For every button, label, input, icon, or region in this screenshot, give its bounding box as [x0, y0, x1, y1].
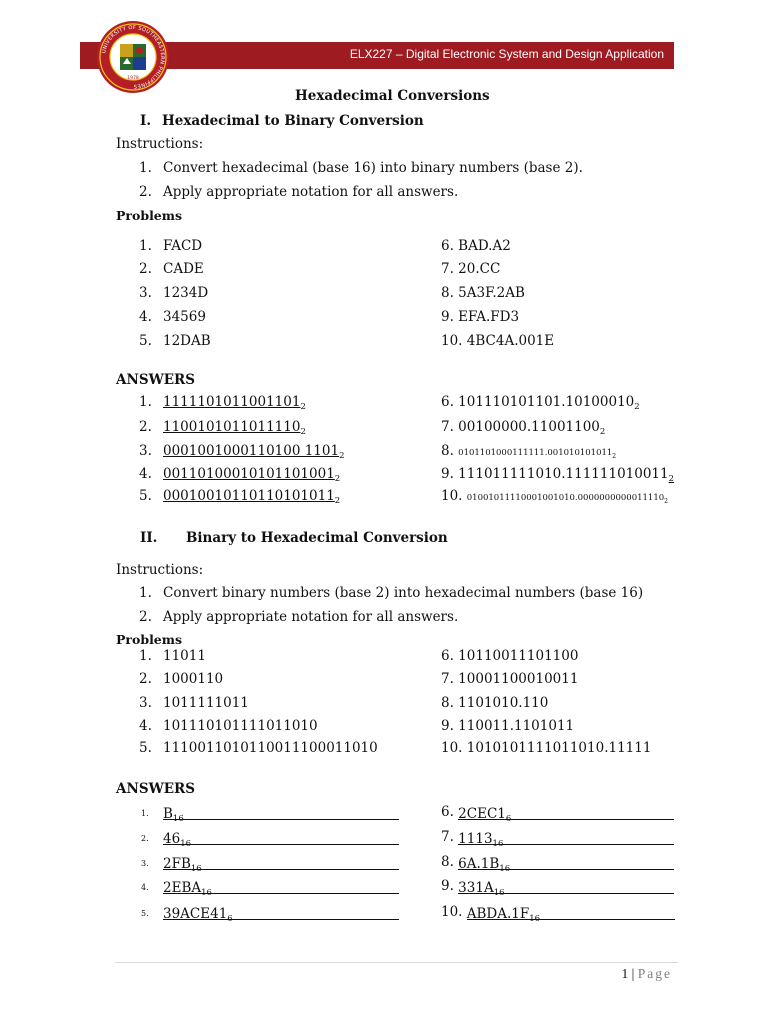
section1-instruction-number: 2.: [139, 184, 152, 200]
problem-item: 34569: [163, 309, 206, 325]
answer-item: 10. $ABDA.1F_{16}$: [441, 904, 675, 920]
problem-item: 101110101111011010: [163, 718, 318, 734]
problem-number: 1.: [139, 238, 152, 254]
section2-number: II.: [140, 530, 158, 546]
answer-item: $2EBA_{16}$: [163, 878, 399, 894]
footer-divider: [115, 962, 678, 963]
problem-number: 5.: [139, 740, 152, 756]
section2-title: Binary to Hexadecimal Conversion: [186, 530, 448, 546]
section1-number: I.: [140, 113, 152, 129]
section1-title: Hexadecimal to Binary Conversion: [162, 113, 424, 129]
problem-item: 8. 5A3F.2AB: [441, 285, 525, 301]
answer-number: 2.: [139, 419, 152, 435]
section1-answers-label: ANSWERS: [116, 372, 195, 388]
section2-instructions-label: Instructions:: [116, 562, 204, 578]
answer-item: $1111101011001101_2$: [163, 394, 306, 412]
answer-number: 4.: [139, 466, 152, 482]
page-number: 1: [621, 966, 629, 981]
answer-number: 5.: [141, 909, 149, 918]
problem-number: 1.: [139, 648, 152, 664]
page-footer: [622, 966, 672, 982]
problem-item: 10. 4BC4A.001E: [441, 333, 555, 349]
answer-item: $2FB_{16}$: [163, 854, 399, 870]
answer-item: 8. $0101101000111111.001010101011_2$: [441, 443, 617, 460]
answer-item: $00110100010101101001_2$: [163, 466, 341, 484]
section1-instruction: Convert hexadecimal (base 16) into binary numbers (base 2).: [163, 160, 583, 176]
svg-text:1978: 1978: [127, 76, 139, 81]
answer-item: 9. $111011111010.111111010011_2$: [441, 466, 675, 484]
document-title: Hexadecimal Conversions: [295, 88, 490, 104]
problem-item: 11011: [163, 648, 206, 664]
answer-number: 4.: [141, 883, 149, 892]
answer-item: 10. $01001011110001001010.0000000000011110_2$: [441, 488, 668, 505]
page-label: Page: [637, 966, 672, 981]
answer-number: 3.: [139, 443, 152, 459]
problem-number: 5.: [139, 333, 152, 349]
problem-item: 1110011010110011100011010: [163, 740, 378, 756]
problem-item: 7. 20.CC: [441, 261, 501, 277]
svg-text:UNIVERSITY OF SOUTHEASTERN PHI: UNIVERSITY OF SOUTHEASTERN PHILIPPINES: [101, 24, 166, 90]
section2-instruction: Apply appropriate notation for all answers.: [163, 609, 459, 625]
answer-item: $1100101011011110_2$: [163, 419, 306, 437]
section2-instruction-number: 2.: [139, 609, 152, 625]
course-title: ELX227 – Digital Electronic System and Design Application: [349, 47, 664, 61]
answer-item: 7. $00100000.11001100_2$: [441, 419, 606, 437]
problem-item: 9. EFA.FD3: [441, 309, 520, 325]
problem-item: 9. 110011.1101011: [441, 718, 575, 734]
answer-item: 6. $101110101101.10100010_2$: [441, 394, 640, 412]
answer-item: $00010010110110101011_2$: [163, 488, 341, 506]
answer-item: $B_{16}$: [163, 804, 399, 820]
section2-answers-label: ANSWERS: [116, 781, 195, 797]
answer-number: 5.: [139, 488, 152, 504]
answer-item: 6. $2CEC1_6$: [441, 804, 674, 820]
problem-number: 2.: [139, 261, 152, 277]
problem-number: 3.: [139, 285, 152, 301]
problem-item: 10. 1010101111011010.11111: [441, 740, 652, 756]
answer-number: 2.: [141, 834, 149, 843]
section1-problems-label: Problems: [116, 208, 183, 223]
section2-instruction: Convert binary numbers (base 2) into hexadecimal numbers (base 16): [163, 585, 644, 601]
answer-item: 8. $6A.1B_{16}$: [441, 854, 674, 870]
section2-instruction-number: 1.: [139, 585, 152, 601]
answer-item: 0001001000110100 $1101_2$: [163, 443, 345, 461]
problem-item: CADE: [163, 261, 204, 277]
problem-number: 4.: [139, 309, 152, 325]
problem-item: 7. 10001100010011: [441, 671, 579, 687]
answer-item: 7. $1113_{16}$: [441, 829, 674, 845]
problem-number: 2.: [139, 671, 152, 687]
problem-item: 1234D: [163, 285, 209, 301]
problem-item: FACD: [163, 238, 203, 254]
answer-item: 9. $331A_{16}$: [441, 878, 674, 894]
problem-item: 1011111011: [163, 695, 249, 711]
section1-instructions-label: Instructions:: [116, 136, 204, 152]
answer-number: 1.: [141, 809, 149, 818]
problem-item: 6. 10110011101100: [441, 648, 579, 664]
problem-item: 6. BAD.A2: [441, 238, 511, 254]
answer-item: $46_{16}$: [163, 829, 399, 845]
answer-number: 1.: [139, 394, 152, 410]
problem-item: 1000110: [163, 671, 224, 687]
answer-item: $39ACE41_6$: [163, 904, 399, 920]
problem-number: 3.: [139, 695, 152, 711]
section1-instruction-number: 1.: [139, 160, 152, 176]
problem-item: 8. 1101010.110: [441, 695, 549, 711]
answer-number: 3.: [141, 859, 149, 868]
section2-problems-label: Problems: [116, 632, 183, 647]
problem-item: 12DAB: [163, 333, 211, 349]
page-separator: |: [631, 966, 635, 981]
university-seal-logo: [96, 20, 170, 94]
section1-instruction: Apply appropriate notation for all answers.: [163, 184, 459, 200]
problem-number: 4.: [139, 718, 152, 734]
